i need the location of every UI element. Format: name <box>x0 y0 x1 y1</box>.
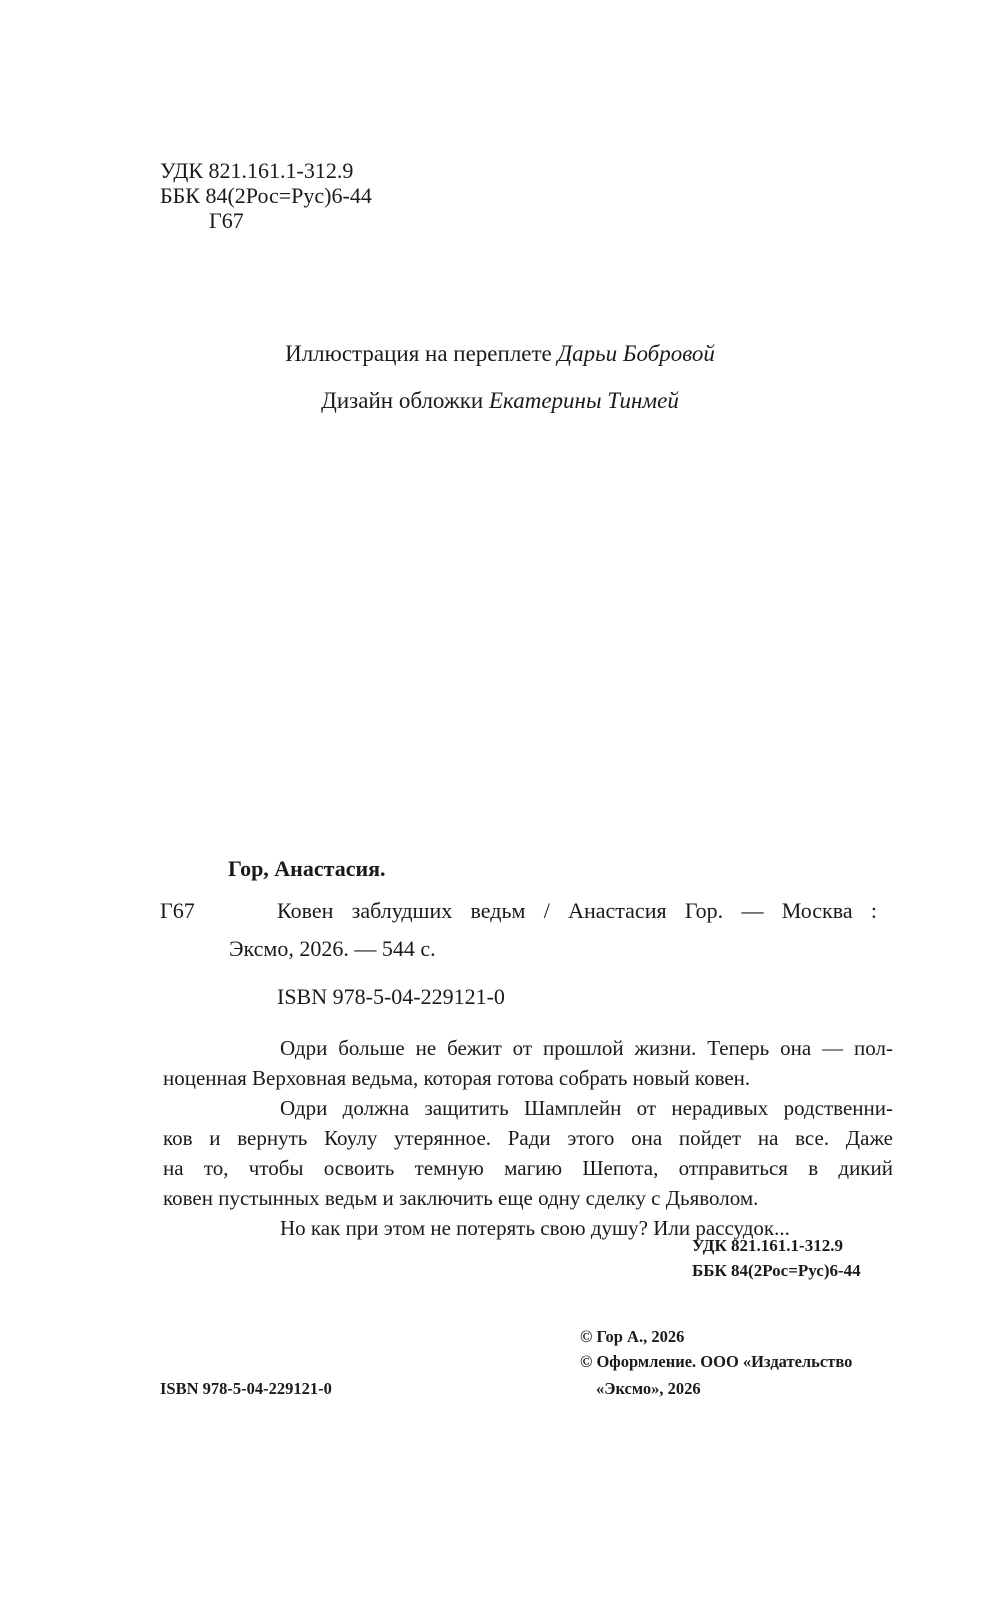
annotation-p2-line3: на то, чтобы освоить темную магию Шепота, отправиться в дикий <box>163 1156 893 1180</box>
footer-isbn: ISBN 978-5-04-229121-0 <box>160 1379 332 1398</box>
copyright-design-line2: «Эксмо», 2026 <box>596 1379 701 1398</box>
catalog-code: Г67 <box>160 898 195 923</box>
annotation-p3-line1: Но как при этом не потерять свою душу? Или рассудок... <box>280 1216 790 1240</box>
copyright-author: © Гор А., 2026 <box>580 1327 685 1346</box>
illustration-credit <box>0 341 1000 367</box>
catalog-author: Гор, Анастасия. <box>228 856 386 881</box>
designer-name: Екатерины Тинмей <box>488 388 679 413</box>
annotation-p2-line1: Одри должна защитить Шамплейн от нерадивых родственни- <box>280 1096 893 1120</box>
bbk-classification: ББК 84(2Рос=Рус)6-44 <box>692 1261 861 1280</box>
annotation-p1-line2: ноценная Верховная ведьма, которая готова собрать новый ковен. <box>163 1066 751 1090</box>
catalog-title-line1: Ковен заблудших ведьм / Анастасия Гор. — Москва : <box>277 898 877 923</box>
annotation <box>163 1033 893 1243</box>
bbk-header: ББК 84(2Рос=Рус)6-44 <box>160 183 372 208</box>
annotation-p2-line2: ков и вернуть Коулу утерянное. Ради этого она пойдет на все. Даже <box>163 1126 893 1150</box>
design-label: Дизайн обложки <box>321 388 484 413</box>
annotation-p1-line1: Одри больше не бежит от прошлой жизни. Теперь она — пол- <box>280 1036 893 1060</box>
catalog-isbn: ISBN 978-5-04-229121-0 <box>277 984 505 1009</box>
illustration-label: Иллюстрация на переплете <box>285 341 552 366</box>
copyright-design-line1: © Оформление. ООО «Издательство <box>580 1352 853 1371</box>
illustrator-name: Дарьи Бобровой <box>557 341 715 366</box>
annotation-p2-line4: ковен пустынных ведьм и заключить еще одну сделку с Дьяволом. <box>163 1186 759 1210</box>
author-sign-header: Г67 <box>209 208 244 233</box>
cover-design-credit <box>0 388 1000 414</box>
catalog-title-line2: Эксмо, 2026. — 544 с. <box>229 936 436 961</box>
udk-classification: УДК 821.161.1-312.9 <box>692 1236 843 1255</box>
udk-header: УДК 821.161.1-312.9 <box>160 158 354 183</box>
